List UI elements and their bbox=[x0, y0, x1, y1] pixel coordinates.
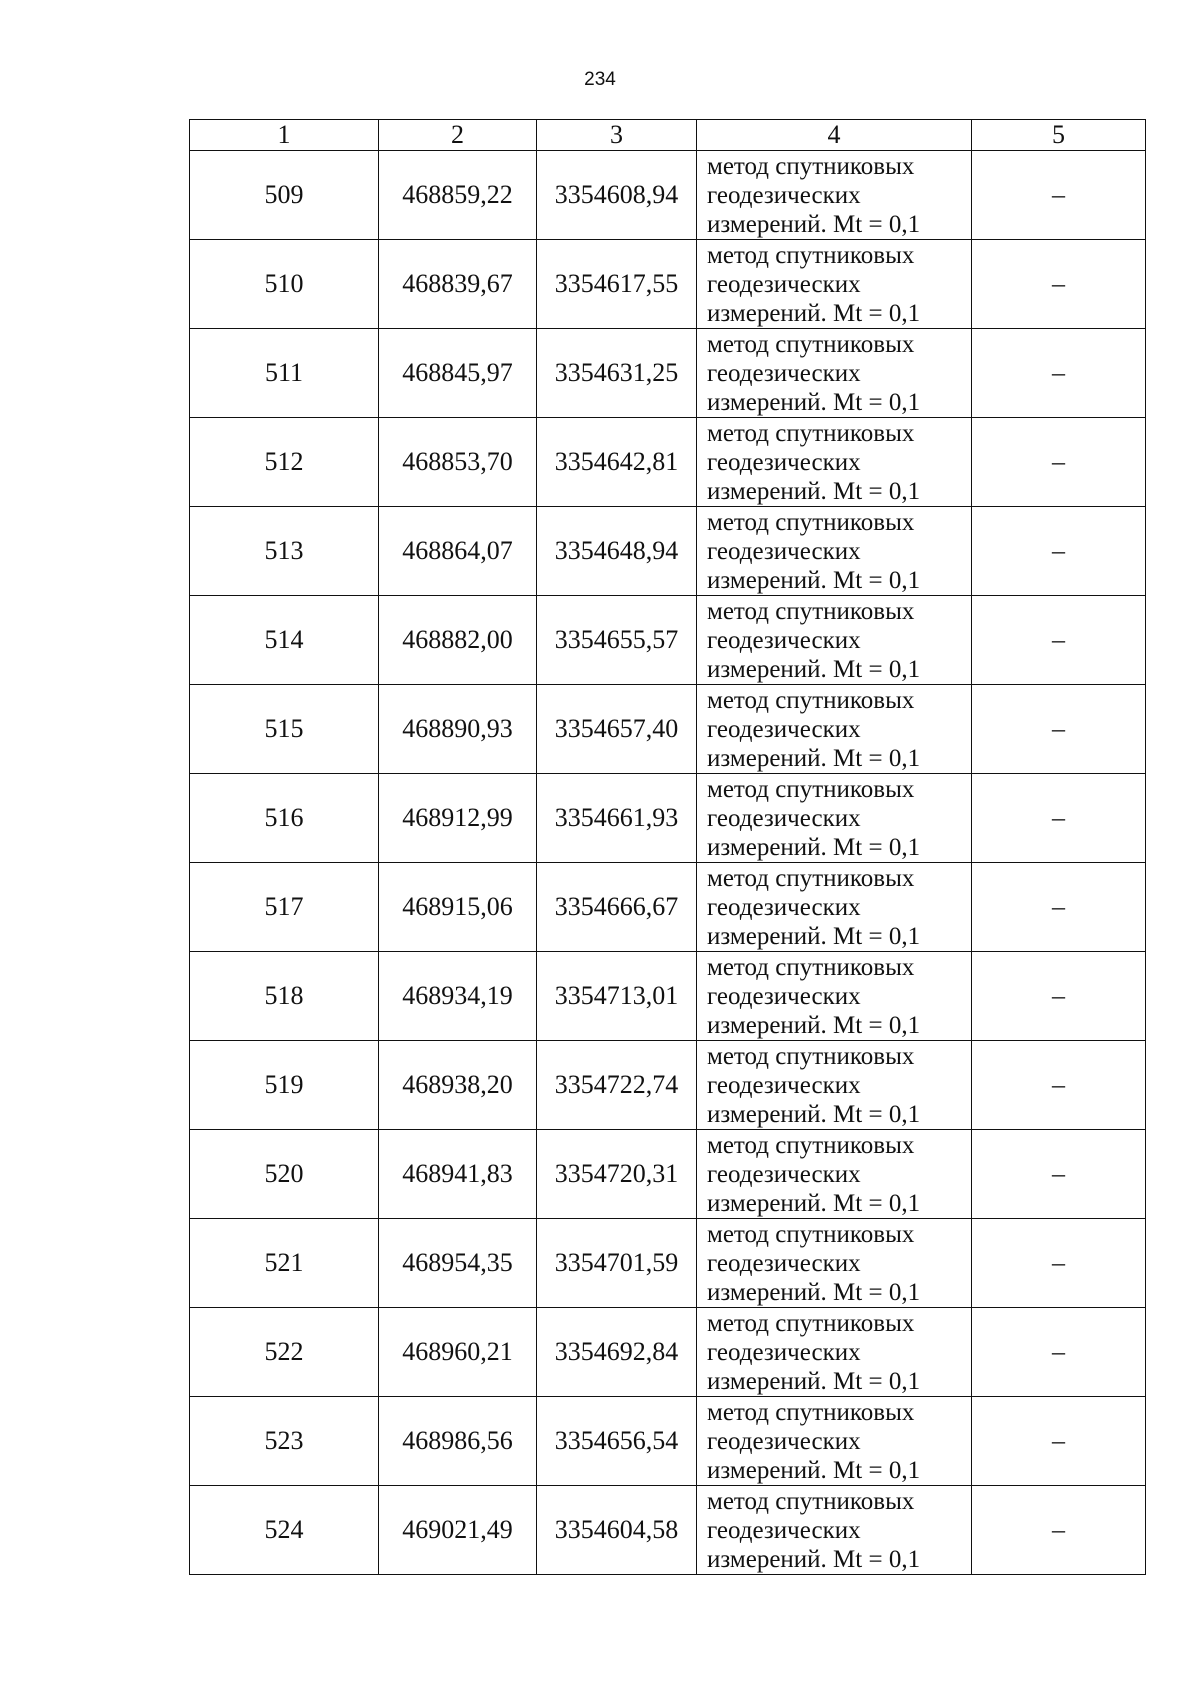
method-line: измерений. Mt = 0,1 bbox=[707, 1011, 921, 1039]
note-cell: – bbox=[972, 418, 1146, 507]
table-row bbox=[190, 596, 1146, 685]
y-coordinate-cell: 3354722,74 bbox=[537, 1041, 697, 1130]
x-coordinate-cell: 468839,67 bbox=[379, 240, 537, 329]
table-row bbox=[190, 685, 1146, 774]
method-line: геодезических bbox=[707, 359, 861, 387]
header-row bbox=[190, 120, 1146, 151]
note-cell: – bbox=[972, 1130, 1146, 1219]
method-line: геодезических bbox=[707, 715, 861, 743]
point-number-cell: 512 bbox=[190, 418, 379, 507]
method-line: геодезических bbox=[707, 181, 861, 209]
note-cell: – bbox=[972, 596, 1146, 685]
note-cell: – bbox=[972, 952, 1146, 1041]
x-coordinate-cell: 468912,99 bbox=[379, 774, 537, 863]
x-coordinate-cell: 468941,83 bbox=[379, 1130, 537, 1219]
method-line: измерений. Mt = 0,1 bbox=[707, 1456, 921, 1484]
note-cell: – bbox=[972, 774, 1146, 863]
method-line: геодезических bbox=[707, 804, 861, 832]
x-coordinate-cell: 468915,06 bbox=[379, 863, 537, 952]
method-cell bbox=[697, 1308, 972, 1397]
note-cell: – bbox=[972, 1308, 1146, 1397]
point-number-cell: 524 bbox=[190, 1486, 379, 1575]
coordinates-table bbox=[189, 119, 1146, 1575]
note-cell: – bbox=[972, 1219, 1146, 1308]
method-line: геодезических bbox=[707, 1249, 861, 1277]
point-number-cell: 514 bbox=[190, 596, 379, 685]
table-body bbox=[190, 151, 1146, 1575]
table-row bbox=[190, 952, 1146, 1041]
method-cell bbox=[697, 952, 972, 1041]
method-line: измерений. Mt = 0,1 bbox=[707, 744, 921, 772]
method-line: метод спутниковых bbox=[707, 419, 915, 447]
method-line: геодезических bbox=[707, 626, 861, 654]
method-line: измерений. Mt = 0,1 bbox=[707, 1278, 921, 1306]
table-row bbox=[190, 1219, 1146, 1308]
x-coordinate-cell: 468960,21 bbox=[379, 1308, 537, 1397]
y-coordinate-cell: 3354655,57 bbox=[537, 596, 697, 685]
method-cell bbox=[697, 774, 972, 863]
table-row bbox=[190, 418, 1146, 507]
method-line: измерений. Mt = 0,1 bbox=[707, 655, 921, 683]
x-coordinate-cell: 468986,56 bbox=[379, 1397, 537, 1486]
point-number-cell: 513 bbox=[190, 507, 379, 596]
method-cell bbox=[697, 1397, 972, 1486]
x-coordinate-cell: 468859,22 bbox=[379, 151, 537, 240]
header-col-3: 3 bbox=[537, 120, 697, 151]
y-coordinate-cell: 3354617,55 bbox=[537, 240, 697, 329]
y-coordinate-cell: 3354604,58 bbox=[537, 1486, 697, 1575]
method-line: геодезических bbox=[707, 1427, 861, 1455]
method-cell bbox=[697, 1041, 972, 1130]
method-cell bbox=[697, 1219, 972, 1308]
x-coordinate-cell: 468845,97 bbox=[379, 329, 537, 418]
table-header bbox=[190, 120, 1146, 151]
table-row bbox=[190, 1041, 1146, 1130]
method-line: метод спутниковых bbox=[707, 1220, 915, 1248]
point-number-cell: 523 bbox=[190, 1397, 379, 1486]
table-row bbox=[190, 1397, 1146, 1486]
method-line: метод спутниковых bbox=[707, 864, 915, 892]
y-coordinate-cell: 3354713,01 bbox=[537, 952, 697, 1041]
method-cell bbox=[697, 1486, 972, 1575]
method-line: измерений. Mt = 0,1 bbox=[707, 388, 921, 416]
method-line: геодезических bbox=[707, 1338, 861, 1366]
y-coordinate-cell: 3354701,59 bbox=[537, 1219, 697, 1308]
y-coordinate-cell: 3354656,54 bbox=[537, 1397, 697, 1486]
method-line: измерений. Mt = 0,1 bbox=[707, 1100, 921, 1128]
method-line: метод спутниковых bbox=[707, 1398, 915, 1426]
point-number-cell: 510 bbox=[190, 240, 379, 329]
y-coordinate-cell: 3354608,94 bbox=[537, 151, 697, 240]
method-line: измерений. Mt = 0,1 bbox=[707, 299, 921, 327]
table-row bbox=[190, 329, 1146, 418]
table-row bbox=[190, 863, 1146, 952]
method-cell bbox=[697, 240, 972, 329]
header-col-1: 1 bbox=[190, 120, 379, 151]
method-line: метод спутниковых bbox=[707, 1309, 915, 1337]
method-line: измерений. Mt = 0,1 bbox=[707, 1545, 921, 1573]
y-coordinate-cell: 3354631,25 bbox=[537, 329, 697, 418]
method-line: измерений. Mt = 0,1 bbox=[707, 477, 921, 505]
method-cell bbox=[697, 418, 972, 507]
method-line: измерений. Mt = 0,1 bbox=[707, 210, 921, 238]
point-number-cell: 521 bbox=[190, 1219, 379, 1308]
page-number: 234 bbox=[584, 69, 616, 90]
note-cell: – bbox=[972, 329, 1146, 418]
method-cell bbox=[697, 1130, 972, 1219]
x-coordinate-cell: 468934,19 bbox=[379, 952, 537, 1041]
method-line: метод спутниковых bbox=[707, 508, 915, 536]
y-coordinate-cell: 3354661,93 bbox=[537, 774, 697, 863]
method-line: метод спутниковых bbox=[707, 152, 915, 180]
y-coordinate-cell: 3354720,31 bbox=[537, 1130, 697, 1219]
x-coordinate-cell: 468890,93 bbox=[379, 685, 537, 774]
point-number-cell: 509 bbox=[190, 151, 379, 240]
x-coordinate-cell: 468882,00 bbox=[379, 596, 537, 685]
header-col-2: 2 bbox=[379, 120, 537, 151]
method-line: измерений. Mt = 0,1 bbox=[707, 1189, 921, 1217]
table-row bbox=[190, 774, 1146, 863]
note-cell: – bbox=[972, 240, 1146, 329]
y-coordinate-cell: 3354648,94 bbox=[537, 507, 697, 596]
y-coordinate-cell: 3354692,84 bbox=[537, 1308, 697, 1397]
method-line: измерений. Mt = 0,1 bbox=[707, 566, 921, 594]
note-cell: – bbox=[972, 151, 1146, 240]
note-cell: – bbox=[972, 1486, 1146, 1575]
method-line: метод спутниковых bbox=[707, 241, 915, 269]
method-line: измерений. Mt = 0,1 bbox=[707, 1367, 921, 1395]
method-line: геодезических bbox=[707, 537, 861, 565]
table-row bbox=[190, 1308, 1146, 1397]
header-col-4: 4 bbox=[697, 120, 972, 151]
x-coordinate-cell: 468864,07 bbox=[379, 507, 537, 596]
x-coordinate-cell: 468954,35 bbox=[379, 1219, 537, 1308]
table-row bbox=[190, 240, 1146, 329]
method-cell bbox=[697, 151, 972, 240]
x-coordinate-cell: 468938,20 bbox=[379, 1041, 537, 1130]
header-col-5: 5 bbox=[972, 120, 1146, 151]
method-cell bbox=[697, 329, 972, 418]
method-line: метод спутниковых bbox=[707, 953, 915, 981]
method-line: геодезических bbox=[707, 893, 861, 921]
y-coordinate-cell: 3354642,81 bbox=[537, 418, 697, 507]
y-coordinate-cell: 3354657,40 bbox=[537, 685, 697, 774]
method-line: геодезических bbox=[707, 1516, 861, 1544]
method-cell bbox=[697, 507, 972, 596]
table-row bbox=[190, 507, 1146, 596]
note-cell: – bbox=[972, 1397, 1146, 1486]
method-line: метод спутниковых bbox=[707, 1131, 915, 1159]
point-number-cell: 516 bbox=[190, 774, 379, 863]
point-number-cell: 520 bbox=[190, 1130, 379, 1219]
method-line: геодезических bbox=[707, 448, 861, 476]
point-number-cell: 517 bbox=[190, 863, 379, 952]
method-line: геодезических bbox=[707, 270, 861, 298]
x-coordinate-cell: 469021,49 bbox=[379, 1486, 537, 1575]
note-cell: – bbox=[972, 685, 1146, 774]
method-line: метод спутниковых bbox=[707, 597, 915, 625]
method-line: метод спутниковых bbox=[707, 775, 915, 803]
method-line: метод спутниковых bbox=[707, 1487, 915, 1515]
method-cell bbox=[697, 596, 972, 685]
method-cell bbox=[697, 863, 972, 952]
method-line: геодезических bbox=[707, 1071, 861, 1099]
method-line: геодезических bbox=[707, 982, 861, 1010]
note-cell: – bbox=[972, 1041, 1146, 1130]
x-coordinate-cell: 468853,70 bbox=[379, 418, 537, 507]
point-number-cell: 518 bbox=[190, 952, 379, 1041]
table-row bbox=[190, 1486, 1146, 1575]
method-line: метод спутниковых bbox=[707, 1042, 915, 1070]
note-cell: – bbox=[972, 863, 1146, 952]
note-cell: – bbox=[972, 507, 1146, 596]
table-row bbox=[190, 151, 1146, 240]
method-line: геодезических bbox=[707, 1160, 861, 1188]
point-number-cell: 515 bbox=[190, 685, 379, 774]
point-number-cell: 522 bbox=[190, 1308, 379, 1397]
point-number-cell: 519 bbox=[190, 1041, 379, 1130]
point-number-cell: 511 bbox=[190, 329, 379, 418]
method-cell bbox=[697, 685, 972, 774]
y-coordinate-cell: 3354666,67 bbox=[537, 863, 697, 952]
method-line: измерений. Mt = 0,1 bbox=[707, 833, 921, 861]
method-line: метод спутниковых bbox=[707, 330, 915, 358]
method-line: измерений. Mt = 0,1 bbox=[707, 922, 921, 950]
table-row bbox=[190, 1130, 1146, 1219]
method-line: метод спутниковых bbox=[707, 686, 915, 714]
